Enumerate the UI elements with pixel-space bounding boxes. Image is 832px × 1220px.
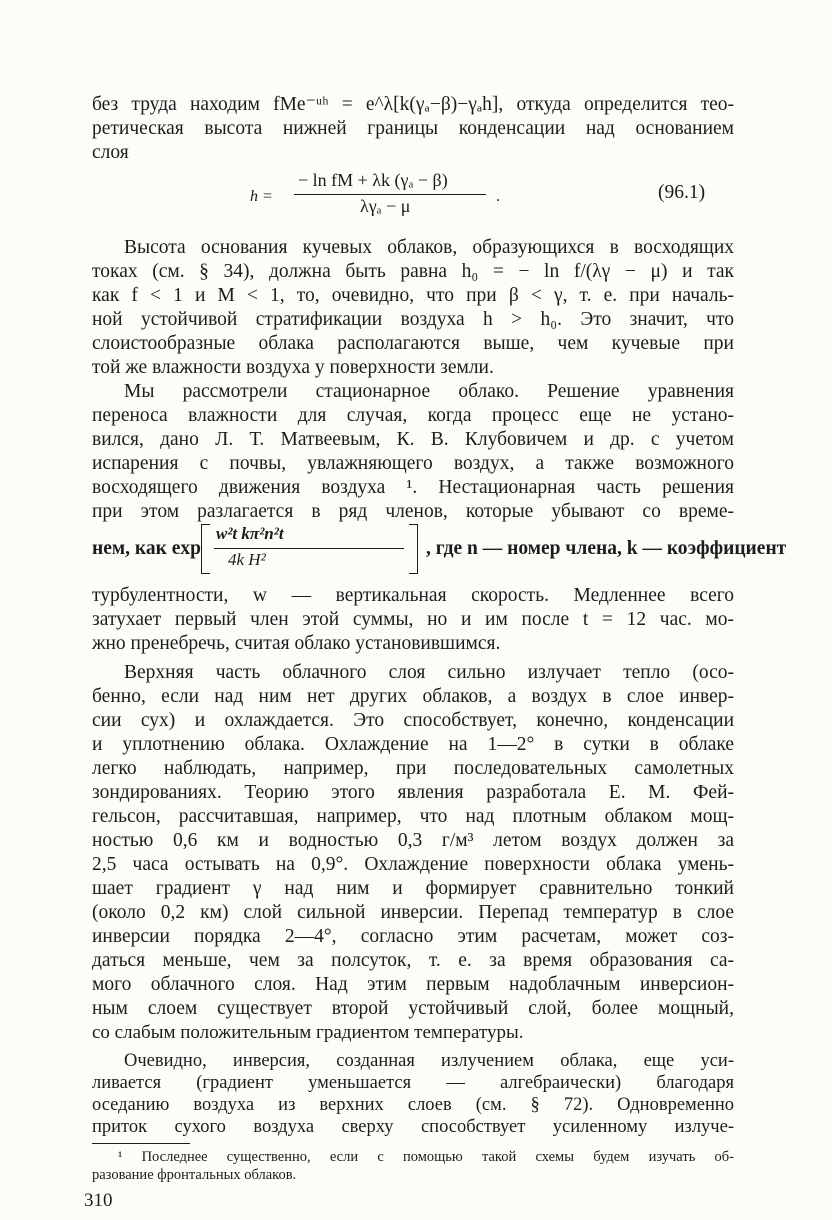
text-line: гельсон, рассчитавшая, например, что над плотным облаком мощ- <box>92 806 734 827</box>
text-line: переноса влажности для случая, когда процесс еще не устано- <box>92 405 734 426</box>
text-line: той же влажности воздуха у поверхности земли. <box>92 357 494 378</box>
formula-denominator: λγₐ − μ <box>360 196 411 216</box>
text-line: зондированиях. Теорию этого явления разработала Е. М. Фей- <box>92 782 734 803</box>
exp-denominator: 4k H² <box>228 550 266 569</box>
text-line: ливается (градиент уменьшается — алгебраически) благодаря <box>92 1073 734 1093</box>
text-line: слоистообразные облака располагаются выше, чем кучевые при <box>92 333 734 354</box>
footnote-line: разование фронтальных облаков. <box>92 1167 297 1183</box>
text-line: сии сух) и охлаждается. Это способствует, конечно, конденсации <box>92 710 734 731</box>
text-line: бенно, если над ним нет других облаков, а воздух в слое инвер- <box>92 686 734 707</box>
text-line: даться меньше, чем за полсуток, т. е. за время образования са- <box>92 950 734 971</box>
footnote-rule <box>92 1143 190 1144</box>
left-bracket <box>201 524 210 574</box>
text-line: 2,5 часа остывать на 0,9°. Охлаждение поверхности облака умень- <box>92 854 734 875</box>
exp-suffix: , где n — номер члена, k — коэффициент <box>426 538 787 559</box>
text-line: со слабым положительным градиентом температуры. <box>92 1022 524 1043</box>
text-line: легко наблюдать, например, при последовательных самолетных <box>92 758 734 779</box>
text-line: Высота основания кучевых облаков, образующихся в восходящих <box>124 237 734 258</box>
text-line: слоя <box>92 142 129 163</box>
text-line: как f < 1 и M < 1, то, очевидно, что при β < γ, т. е. при началь- <box>92 285 734 306</box>
text-line: Мы рассмотрели стационарное облако. Решение уравнения <box>124 381 734 402</box>
text-line: мого облачного слоя. Над этим первым надоблачным инверсион- <box>92 974 734 995</box>
formula-numerator: − ln fM + λk (γₐ − β) <box>298 170 448 190</box>
text-line: вился, дано Л. Т. Матвеевым, К. В. Клубовичем и др. с учетом <box>92 429 734 450</box>
exp-numerator: w²t kπ²n²t <box>216 524 284 543</box>
text-line: Верхняя часть облачного слоя сильно излучает тепло (осо- <box>124 662 734 683</box>
formula-96-1 <box>250 170 550 230</box>
text-line: и уплотнению облака. Охлаждение на 1—2° в сутки в облаке <box>92 734 734 755</box>
right-bracket <box>409 524 418 574</box>
text-line: ретическая высота нижней границы конденсации над основанием <box>92 118 734 139</box>
fraction-bar <box>294 194 486 195</box>
text-line: инверсии порядка 2—4°, согласно этим расчетам, может соз- <box>92 926 734 947</box>
exponent-expression-line <box>92 524 787 576</box>
text-line: приток сухого воздуха сверху способствует усиленному излуче- <box>92 1117 734 1137</box>
exp-prefix: нем, как exp <box>92 538 201 559</box>
text-line: турбулентности, w — вертикальная скорость. Медленнее всего <box>92 585 734 606</box>
equation-number: (96.1) <box>658 182 706 203</box>
formula-lhs: h = <box>250 188 273 205</box>
text-line: жно пренебречь, считая облако установившимся. <box>92 633 501 654</box>
text-line: токах (см. § 34), должна быть равна h₀ = − ln f/(λγ − μ) и так <box>92 261 734 282</box>
text-line: ной устойчивой стратификации воздуха h > h₀. Это значит, что <box>92 309 734 330</box>
text-line: затухает первый член этой суммы, но и им после t = 12 час. мо- <box>92 609 734 630</box>
text-line: шает градиент γ над ним и формирует сравнительно тонкий <box>92 878 734 899</box>
footnote-line: ¹ Последнее существенно, если с помощью такой схемы будем изучать об- <box>118 1149 734 1165</box>
text-line: восходящего движения воздуха ¹. Нестационарная часть решения <box>92 477 734 498</box>
text-line: при этом разлагается в ряд членов, которые убывают со време- <box>92 501 734 522</box>
text-line: (около 0,2 км) слой сильной инверсии. Перепад температур в слое <box>92 902 734 923</box>
fraction-bar <box>214 548 404 549</box>
text-line: без труда находим fMe⁻ᵘʰ = e^λ[k(γₐ−β)−γₐh], откуда определится тео- <box>92 94 734 115</box>
formula-period: . <box>496 188 500 205</box>
page-number: 310 <box>84 1190 113 1211</box>
text-line: ным слоем существует второй устойчивый слой, более мощный, <box>92 998 734 1019</box>
text-line: испарения с почвы, увлажняющего воздух, а также возможного <box>92 453 734 474</box>
text-line: ностью 0,6 км и водностью 0,3 г/м³ летом воздух должен за <box>92 830 734 851</box>
text-line: Очевидно, инверсия, созданная излучением облака, еще уси- <box>124 1051 734 1071</box>
text-line: оседанию воздуха из верхних слоев (см. § 72). Одновременно <box>92 1095 734 1115</box>
